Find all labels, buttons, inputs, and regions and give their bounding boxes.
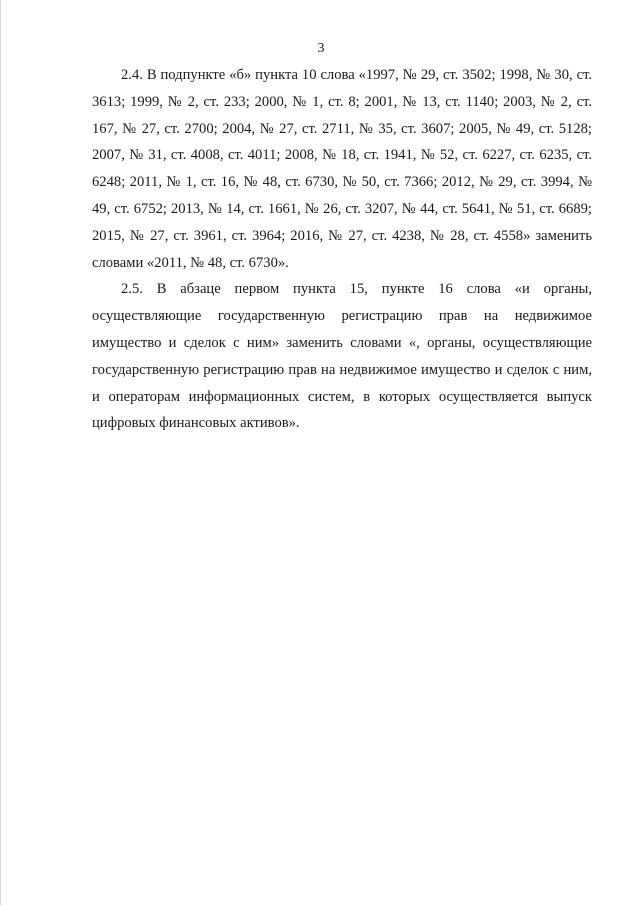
paragraph-2-5: 2.5. В абзаце первом пункта 15, пункте 16 слова «и органы, осуществляющие государственную регистрацию прав на недвижимое имущество и сделок с ним» заменить словами «, органы, осуществляющие государственную регистрацию прав на недвижимое имущество и сделок с ним, и операторам информационных систем, в которых осуществляется выпуск цифровых финансовых активов». — [92, 281, 592, 432]
document-body — [92, 62, 592, 437]
paragraph-2-4: 2.4. В подпункте «б» пункта 10 слова «1997, № 29, ст. 3502; 1998, № 30, ст. 3613; 1999, № 2, ст. 233; 2000, № 1, ст. 8; 2001, № 13, ст. 1140; 2003, № 2, ст. 167, № 27, ст. 2700; 2004, № 27, ст. 2711, № 35, ст. 3607; 2005, № 49, ст. 5128; 2007, № 31, ст. 4008, ст. 4011; 2008, № 18, ст. 1941, № 52, ст. 6227, ст. 6235, ст. 6248; 2011, № 1, ст. 16, № 48, ст. 6730, № 50, ст. 7366; 2012, № 29, ст. 3994, № 49, ст. 6752; 2013, № 14, ст. 1661, № 26, ст. 3207, № 44, ст. 5641, № 51, ст. 6689; 2015, № 27, ст. 3961, ст. 3964; 2016, № 27, ст. 4238, № 28, ст. 4558» заменить словами «2011, № 48, ст. 6730». — [92, 67, 592, 271]
page-number: 3 — [317, 41, 325, 56]
